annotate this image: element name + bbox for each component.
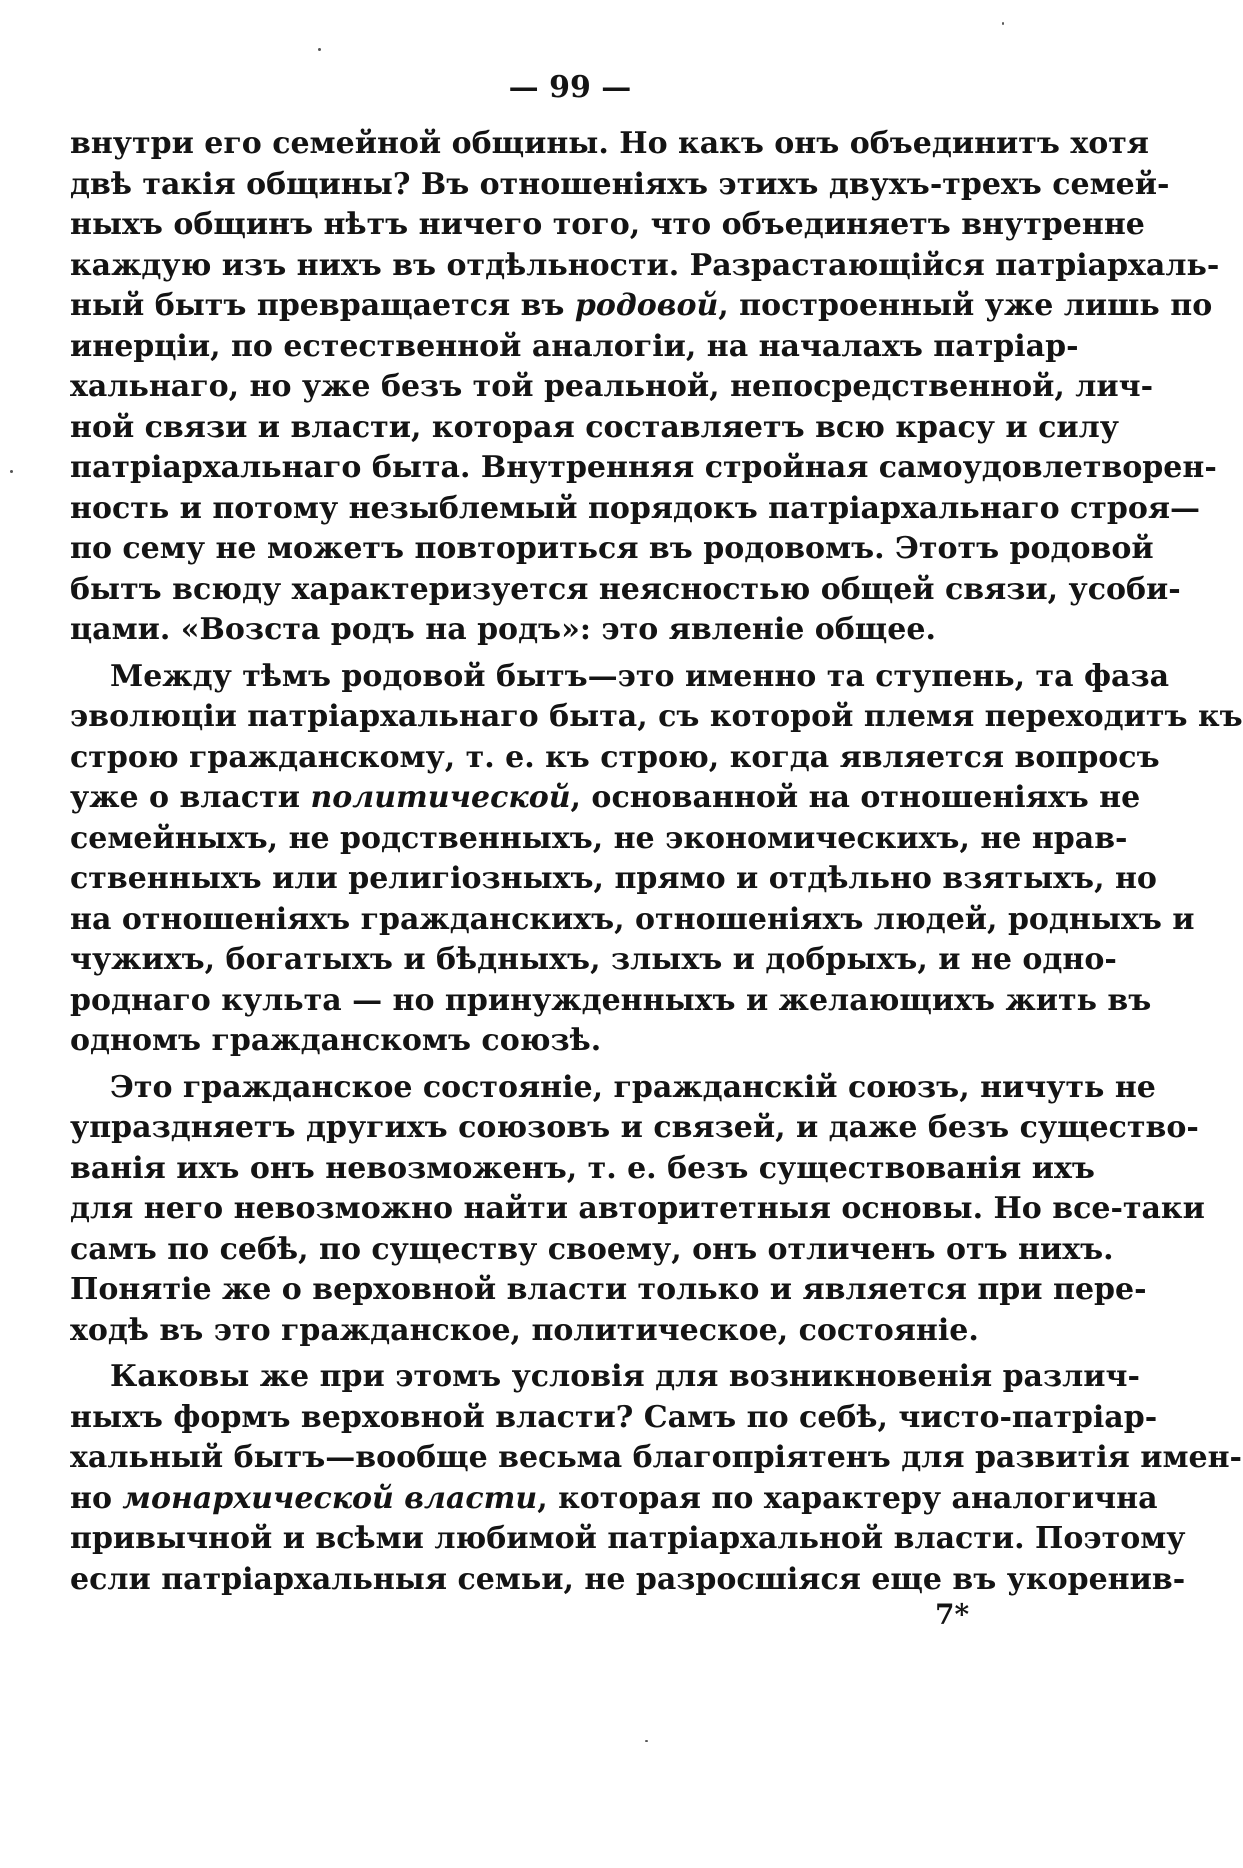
page-number: — 99 — <box>508 70 632 105</box>
text-line: самъ по себѣ, по существу своему, онъ отличенъ отъ нихъ. <box>70 1231 1114 1267</box>
text-line: упраздняетъ другихъ союзовъ и связей, и даже безъ существо- <box>70 1110 1199 1145</box>
text-line: если патріархальныя семьи, не разросшіяся еще въ укоренив- <box>70 1561 1186 1597</box>
text-line: хальнаго, но уже безъ той реальной, непосредственной, лич- <box>70 369 1154 404</box>
text-line: Между тѣмъ родовой бытъ—это именно та ступень, та фаза <box>110 658 1170 694</box>
text-line: семейныхъ, не родственныхъ, не экономическихъ, не нрав- <box>70 820 1128 856</box>
text-line: для него невозможно найти авторитетныя основы. Но все-таки <box>70 1191 1205 1226</box>
emphasis: монархической власти <box>122 1480 538 1516</box>
text-line: ный бытъ превращается въ родовой, построенный уже лишь по <box>70 288 1213 323</box>
text-line: бытъ всюду характеризуется неясностью общей связи, усоби- <box>70 571 1181 607</box>
text-line: ственныхъ или религіозныхъ, прямо и отдѣльно взятыхъ, но <box>70 861 1157 896</box>
text-line: привычной и всѣми любимой патріархальной власти. Поэтому <box>70 1521 1186 1556</box>
print-speck <box>318 48 321 51</box>
text-line: Это гражданское состояніе, гражданскій союзъ, ничуть не <box>110 1069 1156 1105</box>
print-speck <box>1002 22 1004 25</box>
text-line: строю гражданскому, т. е. къ строю, когда является вопросъ <box>70 739 1160 775</box>
text-line: патріархальнаго быта. Внутренняя стройная самоудовлетворен- <box>70 450 1217 485</box>
print-speck <box>10 470 13 473</box>
text-line: но монархической власти, которая по характеру аналогична <box>70 1480 1158 1516</box>
text-line: цами. «Возста родъ на родъ»: это явленіе общее. <box>70 612 936 647</box>
text-line: ныхъ формъ верховной власти? Самъ по себѣ, чисто-патріар- <box>70 1399 1158 1435</box>
text-line: двѣ такія общины? Въ отношеніяхъ этихъ двухъ-трехъ семей- <box>70 166 1170 202</box>
text-line: одномъ гражданскомъ союзѣ. <box>70 1023 602 1058</box>
text-line: ной связи и власти, которая составляетъ всю красу и силу <box>70 409 1119 445</box>
signature-mark: 7* <box>935 1598 970 1631</box>
print-speck <box>645 1740 648 1742</box>
text-line: по сему не можетъ повториться въ родовомъ. Этотъ родовой <box>70 531 1154 566</box>
text-line: хальный бытъ—вообще весьма благопріятенъ для развитія имен- <box>70 1440 1243 1475</box>
text-line: на отношеніяхъ гражданскихъ, отношеніяхъ людей, родныхъ и <box>70 901 1195 937</box>
text-line: ванія ихъ онъ невозможенъ, т. е. безъ существованія ихъ <box>70 1150 1095 1186</box>
text-line: роднаго культа — но принужденныхъ и желающихъ жить въ <box>70 982 1152 1018</box>
text-line: Каковы же при этомъ условія для возникновенія различ- <box>110 1359 1140 1394</box>
body-text <box>70 124 1243 1600</box>
text-line: ходѣ въ это гражданское, политическое, состояніе. <box>70 1312 979 1348</box>
text-line: ность и потому незыблемый порядокъ патріархальнаго строя— <box>70 490 1201 526</box>
text-line: внутри его семейной общины. Но какъ онъ объединитъ хотя <box>70 126 1149 161</box>
text-line: каждую изъ нихъ въ отдѣльности. Разрастающійся патріархаль- <box>70 247 1220 283</box>
emphasis: родовой <box>574 288 719 323</box>
text-line: Понятіе же о верховной власти только и является при пере- <box>70 1272 1147 1307</box>
text-line: ныхъ общинъ нѣтъ ничего того, что объединяетъ внутренне <box>70 207 1145 242</box>
text-line: эволюціи патріархальнаго быта, съ которой племя переходитъ къ <box>70 699 1243 734</box>
emphasis: политической <box>310 780 571 815</box>
text-line: чужихъ, богатыхъ и бѣдныхъ, злыхъ и добрыхъ, и не одно- <box>70 942 1117 977</box>
text-line: уже о власти политической, основанной на отношеніяхъ не <box>70 780 1141 815</box>
text-line: инерціи, по естественной аналогіи, на началахъ патріар- <box>70 328 1079 364</box>
